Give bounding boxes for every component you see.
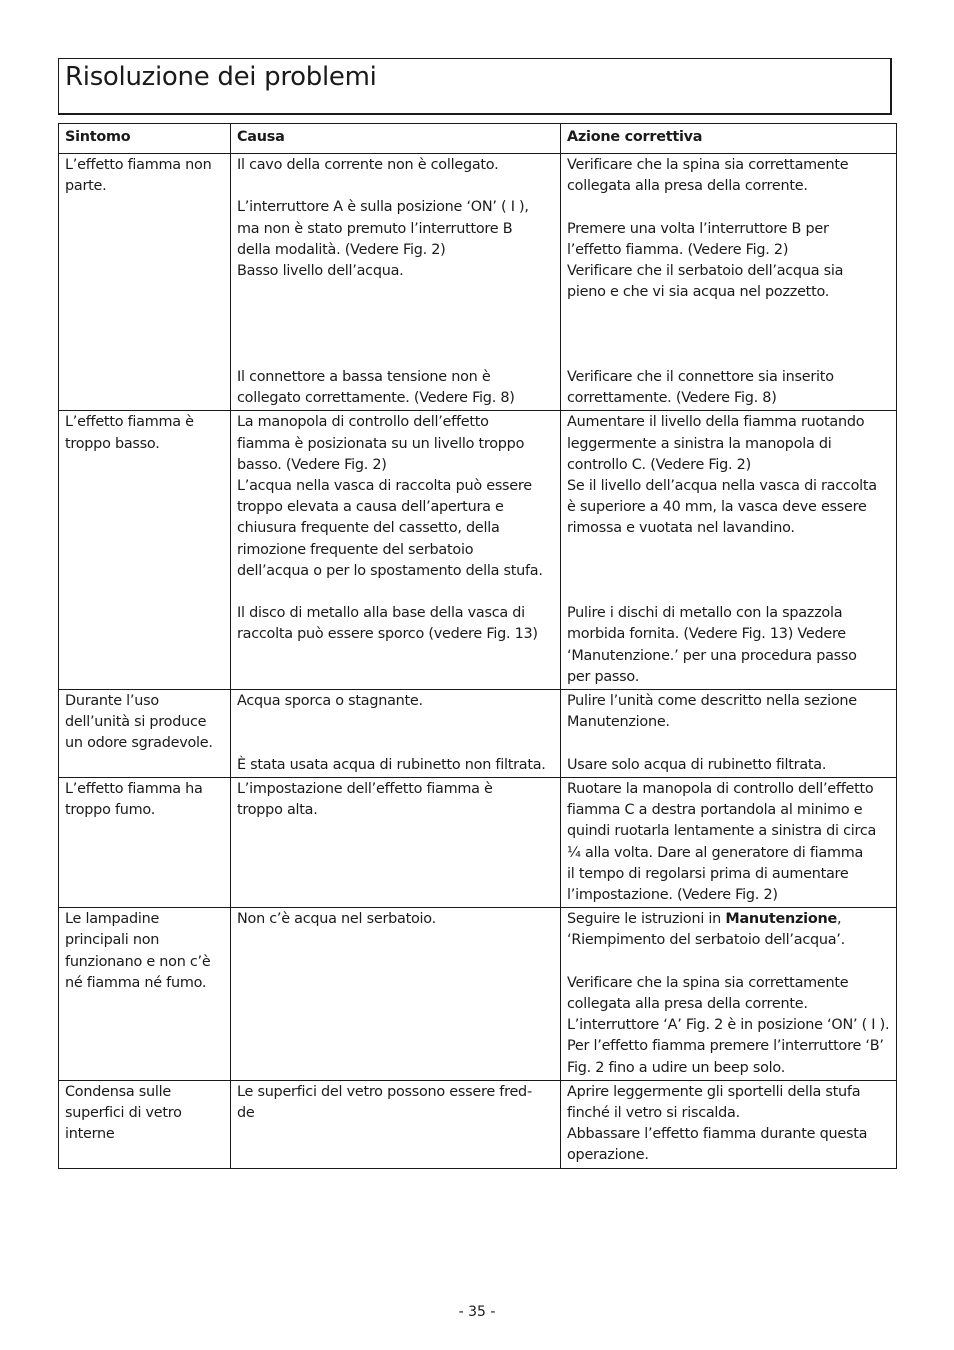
title-box: [58, 58, 892, 115]
azione-line: ‘Riempimento del serbatoio dell’acqua’.: [567, 932, 845, 949]
azione-line: rimossa e vuotata nel lavandino.: [567, 520, 795, 537]
azione-line: Verificare che il connettore sia inserito: [567, 369, 834, 386]
causa-line: È stata usata acqua di rubinetto non filtrata.: [237, 756, 546, 773]
azione-line: l’effetto fiamma. (Vedere Fig. 2): [567, 241, 789, 258]
azione-line: [567, 346, 892, 367]
azione-line: Premere una volta l’interruttore B per: [567, 220, 829, 237]
causa-line: Il connettore a bassa tensione non è: [237, 369, 491, 386]
azione-line: [567, 325, 892, 346]
causa-line: [237, 282, 556, 303]
table-body: [59, 154, 897, 1169]
table-header-row: [59, 124, 897, 154]
azione-line: correttamente. (Vedere Fig. 8): [567, 390, 777, 407]
cell-sintomo: Durante l’uso dell’unità si produce un odore sgradevole.: [59, 690, 231, 778]
causa-line: Basso livello dell’acqua.: [237, 263, 404, 280]
causa-line: L’acqua nella vasca di raccolta può essere: [237, 478, 532, 495]
causa-line: Le superfici del vetro possono essere fred-: [237, 1083, 532, 1100]
azione-line: Pulire i dischi di metallo con la spazzola: [567, 605, 843, 622]
azione-line: [567, 909, 892, 930]
cell-causa: [231, 154, 561, 411]
cell-sintomo: L’effetto fiamma è troppo basso.: [59, 411, 231, 690]
causa-line: L’impostazione dell’effetto fiamma è: [237, 780, 493, 797]
causa-line: della modalità. (Vedere Fig. 2): [237, 241, 446, 258]
table-row: [59, 1080, 897, 1168]
azione-line: Fig. 2 fino a udire un beep solo.: [567, 1059, 786, 1076]
cell-sintomo: L’effetto fiamma ha troppo fumo.: [59, 777, 231, 907]
azione-line: L’interruttore ‘A’ Fig. 2 è in posizione ‘ON’ ( I ).: [567, 1017, 890, 1034]
cell-azione: [561, 777, 897, 907]
azione-line: finché il vetro si riscalda.: [567, 1104, 740, 1121]
causa-line: [237, 582, 556, 603]
azione-line: quindi ruotarla lentamente a sinistra di circa: [567, 823, 877, 840]
causa-line: [237, 733, 556, 754]
causa-line: rimozione frequente del serbatoio: [237, 541, 474, 558]
azione-line: Abbassare l’effetto fiamma durante questa: [567, 1126, 868, 1143]
cell-causa: [231, 411, 561, 690]
cell-azione: [561, 1080, 897, 1168]
azione-line: [567, 540, 892, 561]
causa-line: [237, 325, 556, 346]
azione-line: collegata alla presa della corrente.: [567, 995, 808, 1012]
azione-line: per passo.: [567, 668, 640, 685]
azione-line: Aumentare il livello della fiamma ruotando: [567, 414, 865, 431]
azione-intro: Seguire le istruzioni in: [567, 911, 726, 928]
causa-line: La manopola di controllo dell’effetto: [237, 414, 489, 431]
azione-line: l’impostazione. (Vedere Fig. 2): [567, 886, 778, 903]
azione-line: [567, 952, 892, 973]
azione-line: Verificare che la spina sia correttamente: [567, 157, 849, 173]
causa-line: [237, 176, 556, 197]
azione-line: Pulire l’unità come descritto nella sezione: [567, 693, 857, 710]
header-azione: Azione correttiva: [561, 124, 897, 154]
cell-causa: [231, 908, 561, 1081]
azione-line: è superiore a 40 mm, la vasca deve essere: [567, 499, 867, 516]
azione-line: [567, 561, 892, 582]
header-sintomo: Sintomo: [59, 124, 231, 154]
causa-line: ma non è stato premuto l’interruttore B: [237, 220, 513, 237]
cell-sintomo: Le lampadine principali non funzionano e non c’è né fiamma né fumo.: [59, 908, 231, 1081]
azione-line: pieno e che vi sia acqua nel pozzetto.: [567, 284, 830, 301]
azione-line: [567, 197, 892, 218]
table-row: [59, 908, 897, 1081]
table-row: [59, 154, 897, 411]
cell-azione: [561, 154, 897, 411]
table-row: [59, 777, 897, 907]
cell-azione: [561, 411, 897, 690]
causa-line: de: [237, 1104, 255, 1121]
cell-causa: [231, 777, 561, 907]
azione-line: Verificare che il serbatoio dell’acqua sia: [567, 263, 844, 280]
azione-line: ‘Manutenzione.’ per una procedura passo: [567, 647, 857, 664]
causa-line: [237, 303, 556, 324]
causa-line: Acqua sporca o stagnante.: [237, 693, 423, 710]
troubleshooting-table: [58, 123, 897, 1169]
azione-line: Usare solo acqua di rubinetto filtrata.: [567, 756, 827, 773]
azione-line: Verificare che la spina sia correttamente: [567, 974, 849, 991]
azione-line: leggermente a sinistra la manopola di: [567, 435, 832, 452]
cell-causa: [231, 1080, 561, 1168]
cell-azione: [561, 690, 897, 778]
azione-bold: Manutenzione: [725, 911, 837, 928]
causa-line: Il disco di metallo alla base della vasca di: [237, 605, 525, 622]
azione-line: morbida fornita. (Vedere Fig. 13) Vedere: [567, 626, 846, 643]
cell-sintomo: L’effetto fiamma non parte.: [59, 154, 231, 411]
causa-line: [237, 346, 556, 367]
azione-line: [567, 582, 892, 603]
cell-sintomo: Condensa sulle superfici di vetro interne: [59, 1080, 231, 1168]
azione-line: [567, 303, 892, 324]
causa-line: fiamma è posizionata su un livello troppo: [237, 435, 525, 452]
table-row: [59, 411, 897, 690]
azione-line: Ruotare la manopola di controllo dell’effetto: [567, 780, 874, 797]
causa-line: Non c’è acqua nel serbatoio.: [237, 911, 436, 928]
azione-line: Aprire leggermente gli sportelli della stufa: [567, 1083, 861, 1100]
azione-line: [567, 733, 892, 754]
azione-line: ¼ alla volta. Dare al generatore di fiamma: [567, 844, 864, 861]
causa-line: chiusura frequente del cassetto, della: [237, 520, 500, 537]
page-title: Risoluzione dei problemi: [65, 62, 377, 92]
cell-azione: [561, 908, 897, 1081]
header-causa: Causa: [231, 124, 561, 154]
table-row: [59, 690, 897, 778]
causa-line: collegato correttamente. (Vedere Fig. 8): [237, 390, 515, 407]
causa-line: dell’acqua o per lo spostamento della stufa.: [237, 562, 543, 579]
causa-line: raccolta può essere sporco (vedere Fig. 13): [237, 626, 538, 643]
causa-line: basso. (Vedere Fig. 2): [237, 456, 387, 473]
azione-line: operazione.: [567, 1147, 649, 1164]
azione-line: il tempo di regolarsi prima di aumentare: [567, 865, 849, 882]
azione-line: Manutenzione.: [567, 714, 670, 731]
azione-intro-end: ,: [836, 911, 842, 928]
azione-line: collegata alla presa della corrente.: [567, 178, 808, 195]
causa-line: [237, 712, 556, 733]
cell-causa: [231, 690, 561, 778]
azione-line: Se il livello dell’acqua nella vasca di raccolta: [567, 478, 877, 495]
page-number: - 35 -: [458, 1304, 496, 1320]
azione-line: controllo C. (Vedere Fig. 2): [567, 456, 751, 473]
azione-line: Per l’effetto fiamma premere l’interruttore ‘B’: [567, 1038, 884, 1055]
causa-line: troppo alta.: [237, 802, 318, 819]
causa-line: L’interruttore A è sulla posizione ‘ON’ ( I ),: [237, 199, 529, 216]
causa-line: Il cavo della corrente non è collegato.: [237, 157, 499, 173]
azione-line: fiamma C a destra portandola al minimo e: [567, 802, 863, 819]
causa-line: troppo elevata a causa dell’apertura e: [237, 499, 504, 516]
